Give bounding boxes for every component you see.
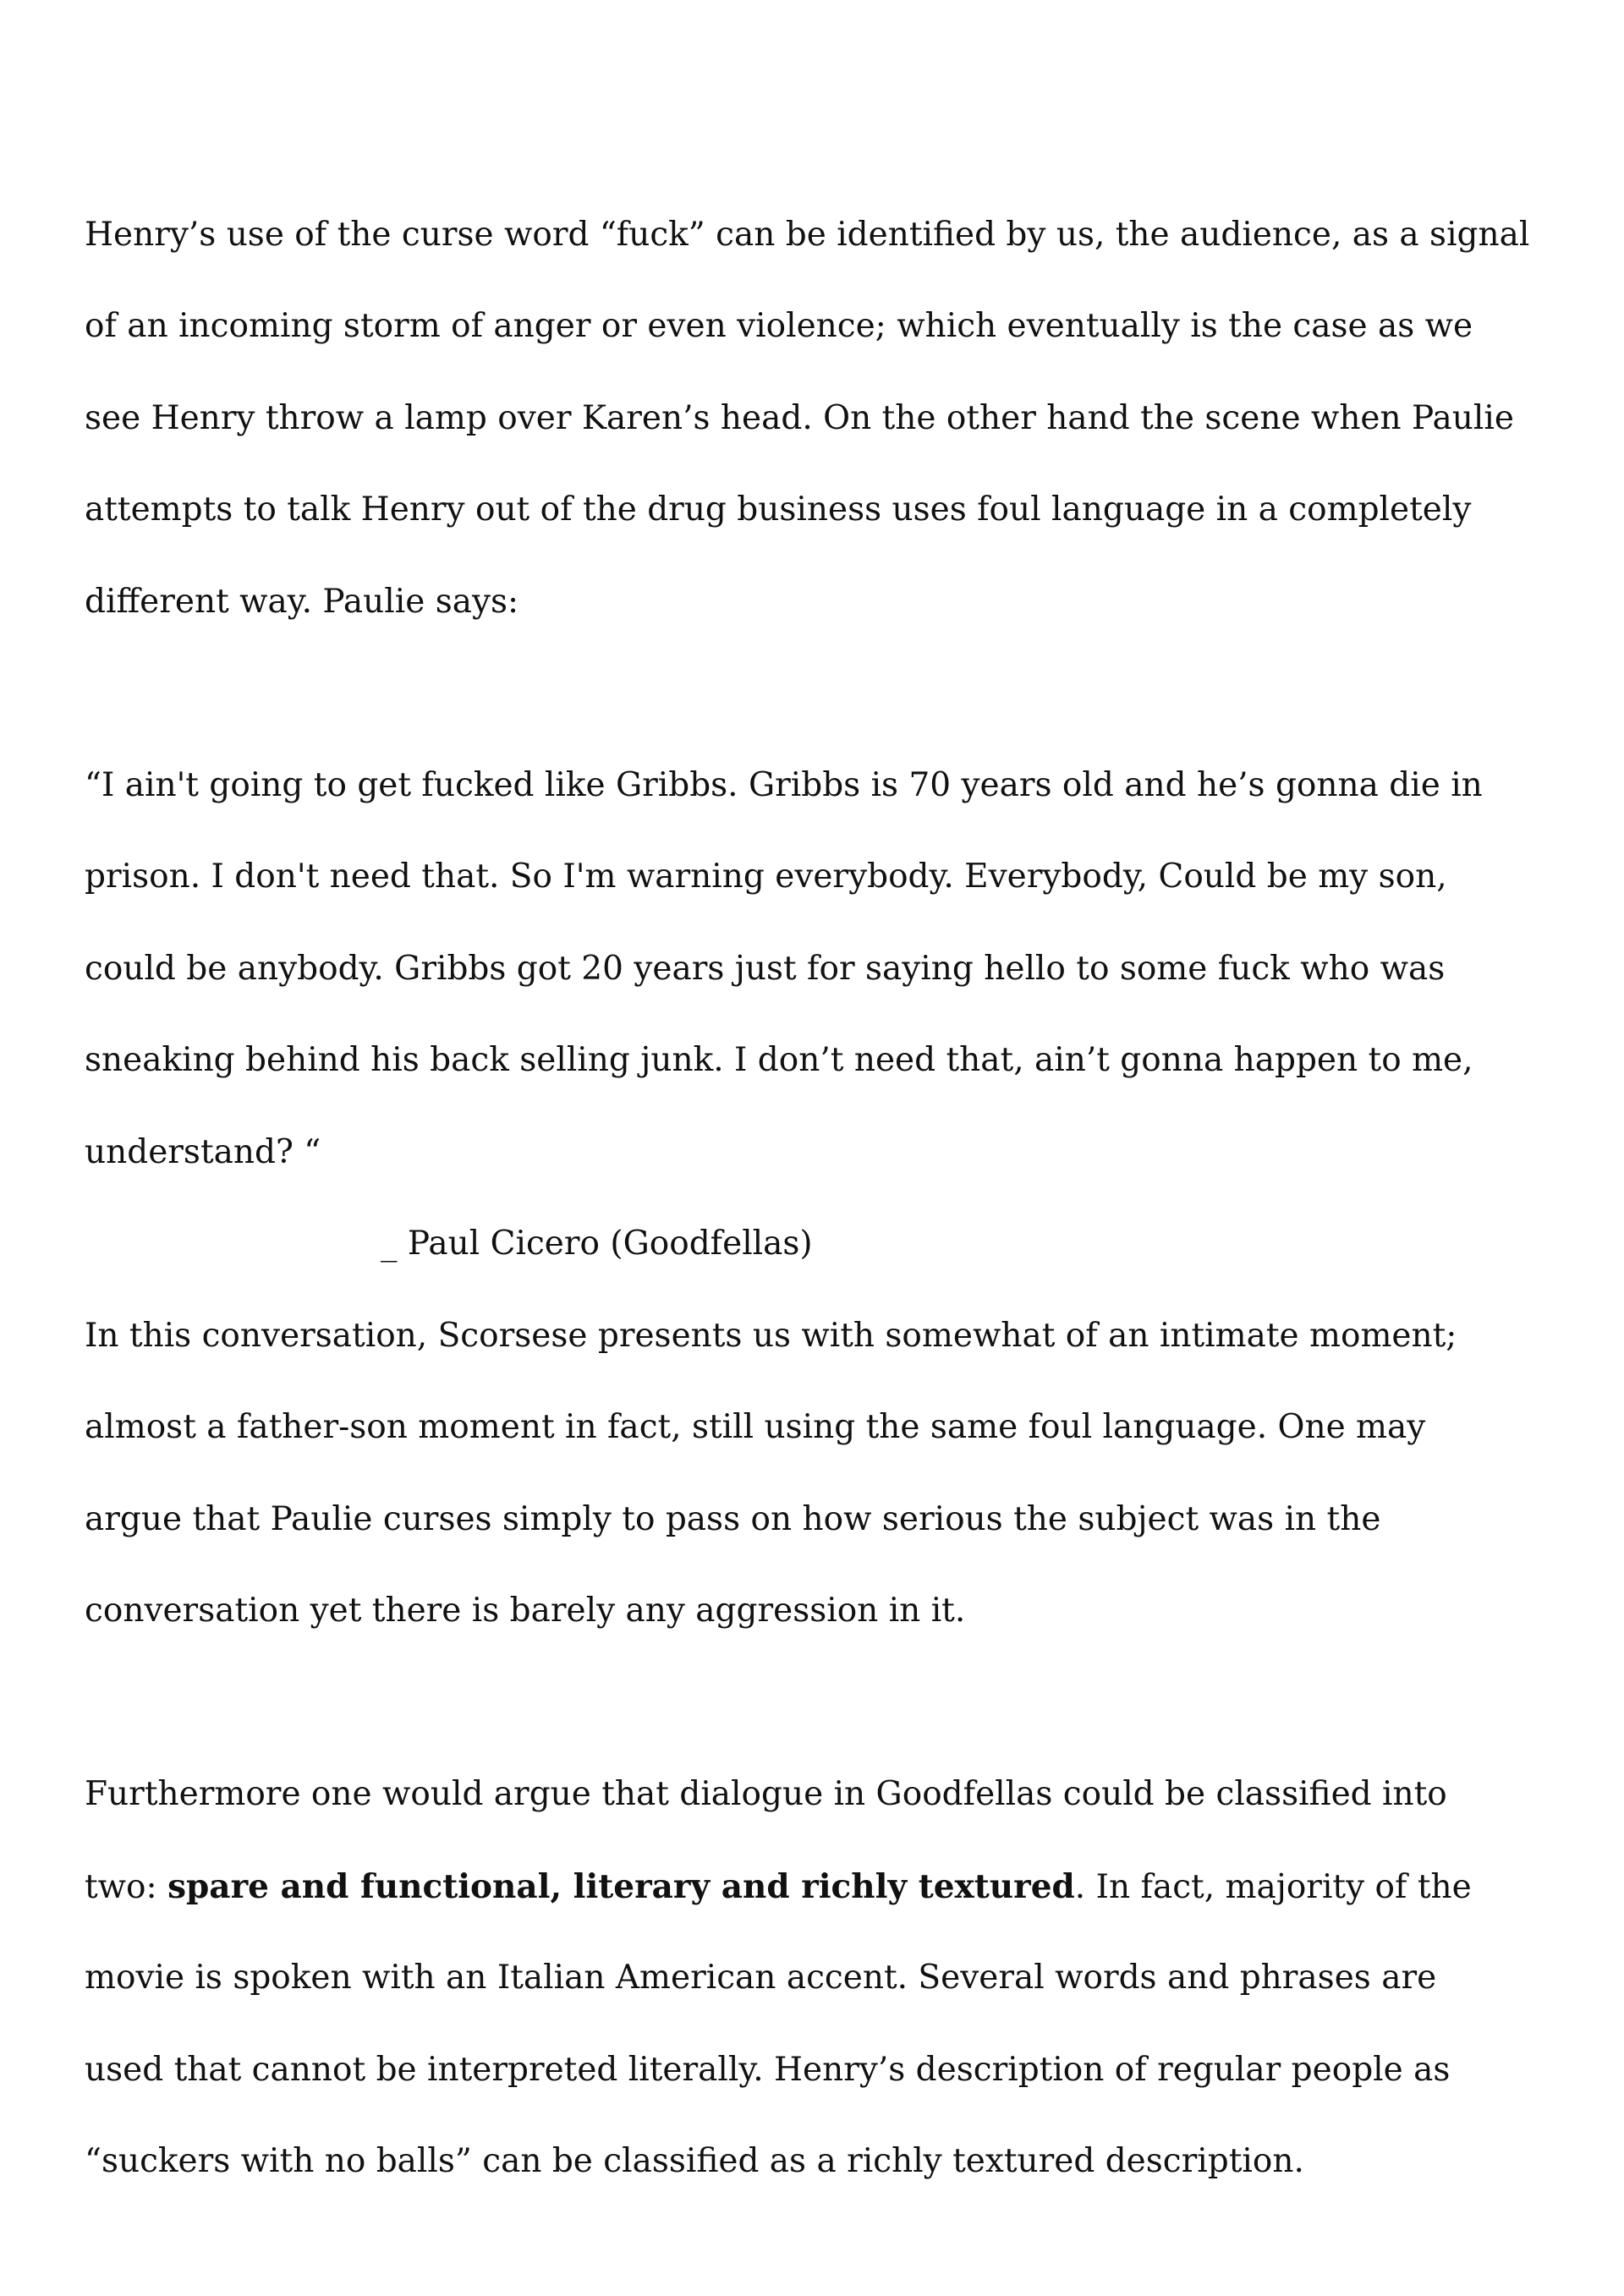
quote-line-5: understand? “	[85, 1133, 321, 1171]
paragraph-1-line-5: different way. Paulie says:	[85, 583, 519, 621]
dialogue-types-emphasis: spare and functional, literary and richly textured	[167, 1867, 1075, 1906]
paragraph-1-line-2: of an incoming storm of anger or even violence; which eventually is the case as we	[85, 307, 1473, 345]
quote-line-3: could be anybody. Gribbs got 20 years just for saying hello to some fuck who was	[85, 950, 1446, 988]
paragraph-1-line-3: see Henry throw a lamp over Karen’s head. On the other hand the scene when Paulie	[85, 399, 1514, 437]
paragraph-3-line-2-suffix: . In fact, majority of the	[1074, 1868, 1472, 1906]
paragraph-2-line-3: argue that Paulie curses simply to pass on how serious the subject was in the	[85, 1500, 1381, 1538]
paragraph-2-line-4: conversation yet there is barely any aggression in it.	[85, 1592, 966, 1630]
paragraph-2-line-1: In this conversation, Scorsese presents us with somewhat of an intimate moment;	[85, 1317, 1457, 1355]
paragraph-3-line-3: movie is spoken with an Italian American accent. Several words and phrases are	[85, 1959, 1437, 1997]
paragraph-3-line-2	[85, 1865, 1472, 1910]
paragraph-3-line-1: Furthermore one would argue that dialogue in Goodfellas could be classified into	[85, 1775, 1447, 1813]
paragraph-2-line-2: almost a father-son moment in fact, still using the same foul language. One may	[85, 1408, 1426, 1446]
quote-line-1: “I ain't going to get fucked like Gribbs. Gribbs is 70 years old and he’s gonna die in	[85, 766, 1483, 804]
quote-line-2: prison. I don't need that. So I'm warning everybody. Everybody, Could be my son,	[85, 858, 1447, 896]
quote-attribution: _ Paul Cicero (Goodfellas)	[381, 1225, 813, 1263]
quote-line-4: sneaking behind his back selling junk. I don’t need that, ain’t gonna happen to me,	[85, 1041, 1473, 1079]
paragraph-1-line-4: attempts to talk Henry out of the drug business uses foul language in a completely	[85, 490, 1472, 529]
paragraph-3-line-5: “suckers with no balls” can be classified as a richly textured description.	[85, 2142, 1304, 2180]
paragraph-3-line-2-prefix: two:	[85, 1868, 168, 1906]
paragraph-3-line-4: used that cannot be interpreted literally. Henry’s description of regular people as	[85, 2051, 1451, 2089]
paragraph-1-line-1: Henry’s use of the curse word “fuck” can be identified by us, the audience, as a signal	[85, 216, 1530, 254]
